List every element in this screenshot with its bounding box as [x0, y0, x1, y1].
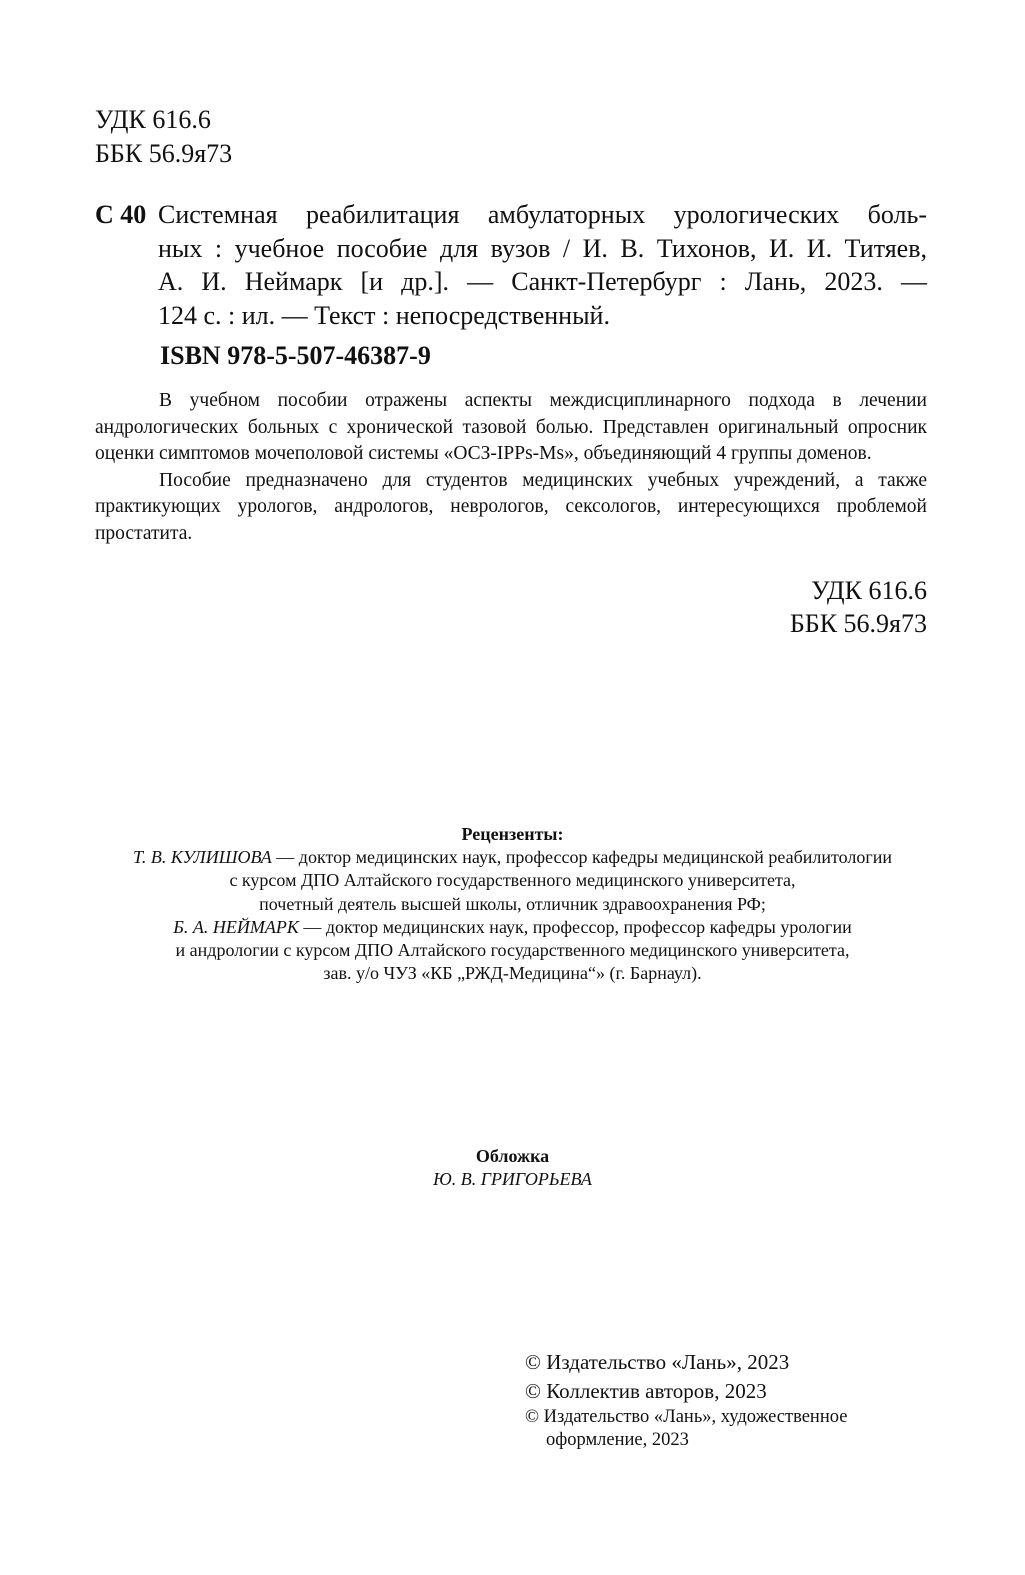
annotation	[95, 388, 927, 547]
copyright-line: © Издательство «Лань», 2023	[525, 1350, 790, 1374]
copyright-line: © Издательство «Лань», художественное	[525, 1407, 848, 1427]
reviewer-line: зав. у/о ЧУЗ «КБ „РЖД-Медицина“» (г. Барнаул).	[323, 963, 702, 984]
isbn: ISBN 978-5-507-46387-9	[160, 341, 431, 370]
cover-heading: Обложка	[475, 1146, 550, 1166]
description-line: 124 с. : ил. — Текст : непосредственный.	[158, 300, 610, 330]
cover-credit	[60, 1145, 965, 1191]
author-sign: С 40	[95, 200, 147, 229]
reviewer-line	[60, 916, 965, 939]
reviewer-line	[60, 846, 965, 869]
reviewer-name: Т. В. КУЛИШОВА	[133, 847, 272, 868]
description-line: А. И. Неймарк [и др.]. — Санкт-Петербург : Лань, 2023. —	[158, 267, 927, 296]
bibliographic-description	[158, 198, 927, 332]
reviewer-line: почетный деятель высшей школы, отличник здравоохранения РФ;	[259, 893, 766, 914]
description-line: Системная реабилитация амбулаторных урологических боль-	[158, 200, 927, 229]
reviewer-line: с курсом ДПО Алтайского государственного медицинского университета,	[229, 870, 796, 891]
description-line: ных : учебное пособие для вузов / И. В. Тихонов, И. И. Титяев,	[158, 233, 927, 263]
cover-designer: Ю. В. ГРИГОРЬЕВА	[433, 1169, 592, 1189]
reviewer-name: Б. А. НЕЙМАРК	[173, 916, 299, 937]
reviewers-heading: Рецензенты:	[461, 824, 564, 844]
annotation-paragraph: Пособие предназначено для студентов медицинских учебных учреждений, а также практикующих урологов, андрологов, неврологов, сексологов, интересующихся проблемой простатита.	[95, 469, 927, 544]
classification-bottom	[790, 574, 927, 640]
udk-code: УДК 616.6	[811, 576, 927, 605]
classification-top	[95, 103, 232, 171]
reviewers-block	[60, 823, 965, 985]
copyright-line: оформление, 2023	[546, 1430, 689, 1450]
bbk-code: ББК 56.9я73	[789, 609, 927, 638]
udk-code: УДК 616.6	[95, 105, 211, 134]
reviewer-credentials: — доктор медицинских наук, профессор, профессор кафедры урологии	[298, 916, 852, 937]
annotation-paragraph: В учебном пособии отражены аспекты междисциплинарного подхода в лечении андрологических больных с хронической тазовой болью. Представлен оригинальный опросник оценки симптомов мочеполовой системы «ОСЗ-IPPs-Ms», объединяющий 4 группы доменов.	[95, 390, 927, 464]
reviewer-line: и андрологии с курсом ДПО Алтайского государственного медицинского университета,	[175, 940, 850, 961]
copyright-block	[525, 1348, 847, 1452]
copyright-line: © Коллектив авторов, 2023	[525, 1379, 767, 1403]
bbk-code: ББК 56.9я73	[95, 139, 233, 168]
reviewer-credentials: — доктор медицинских наук, профессор кафедры медицинской реабилитологии	[271, 847, 892, 868]
